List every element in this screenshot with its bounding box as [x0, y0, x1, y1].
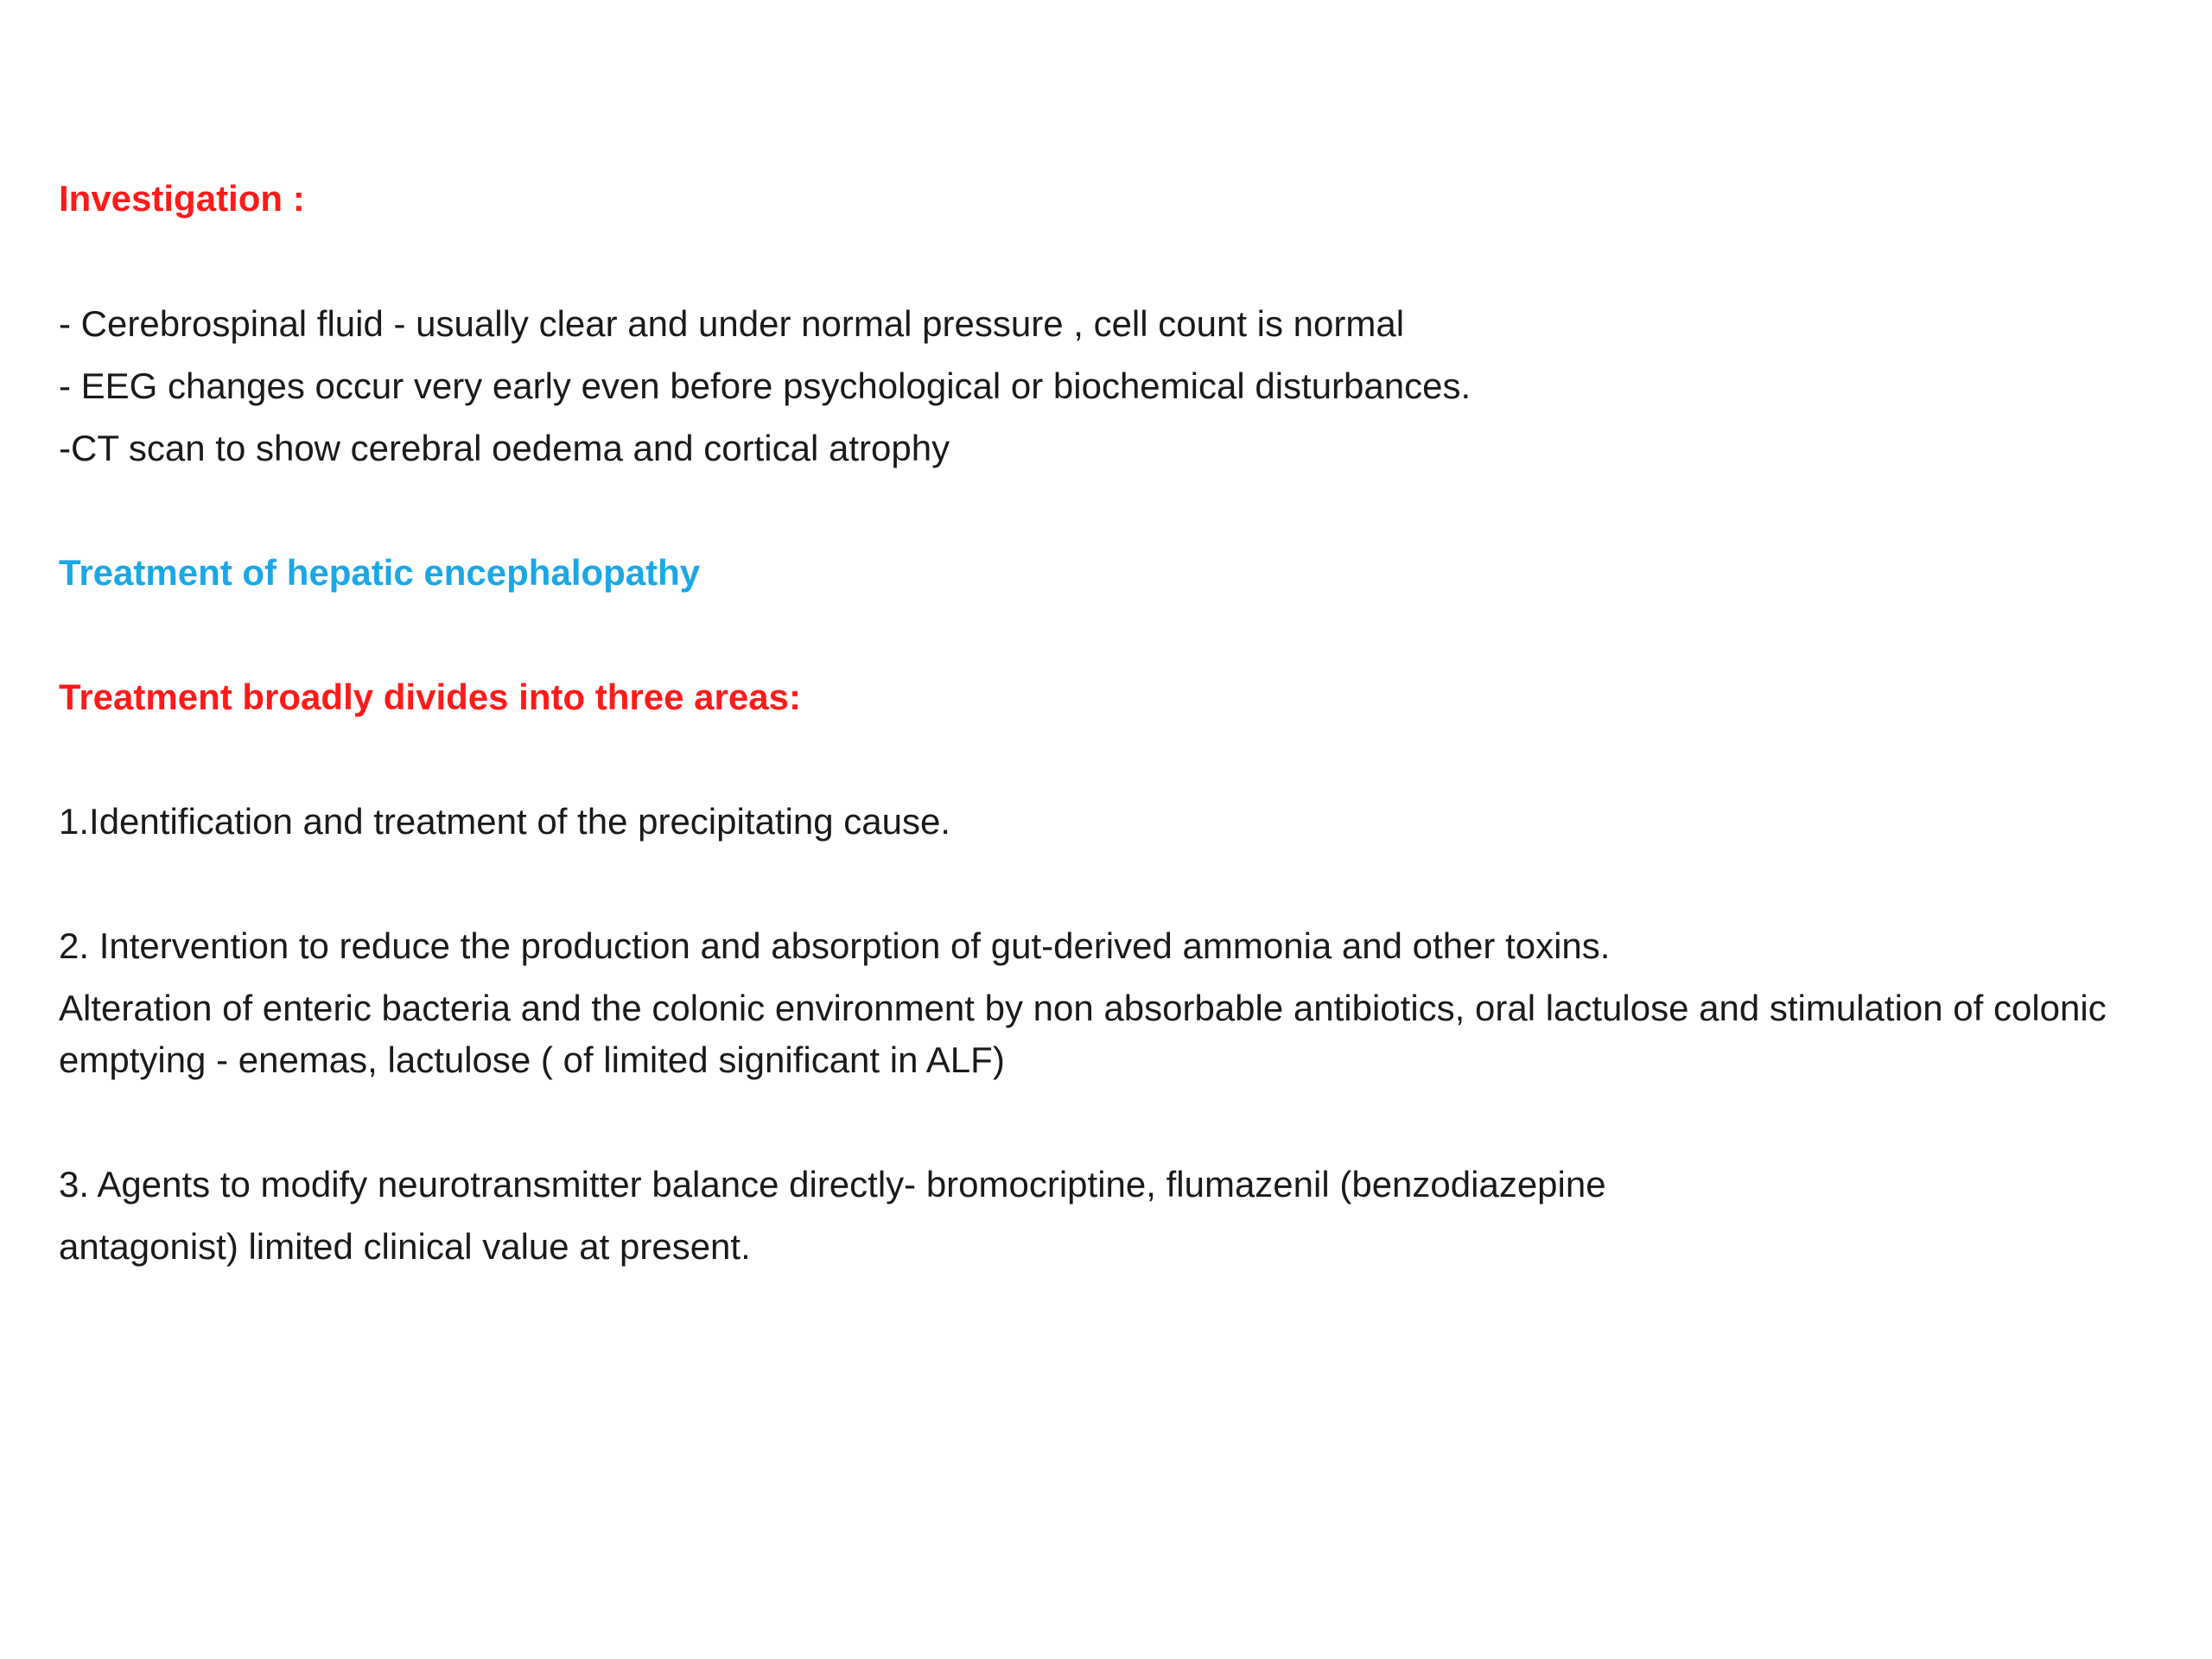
treatment-title: Treatment of hepatic encephalopathy	[59, 552, 701, 593]
treatment-point-2-detail: Alteration of enteric bacteria and the colonic environment by non absorbable antibiotics, oral lactulose and stimulation of colonic emptying - enemas, lactulose ( of limited significant in ALF)	[59, 988, 2107, 1080]
treatment-point-3-line-1: 3. Agents to modify neurotransmitter balance directly- bromocriptine, flumazenil (benzodiazepine	[59, 1164, 1606, 1205]
investigation-item-eeg: - EEG changes occur very early even before psychological or biochemical disturbances.	[59, 365, 1471, 406]
treatment-point-2: 2. Intervention to reduce the production and absorption of gut-derived ammonia and other toxins.	[59, 925, 1611, 966]
treatment-subtitle: Treatment broadly divides into three areas:	[59, 677, 801, 717]
treatment-point-1: 1.Identification and treatment of the precipitating cause.	[59, 801, 950, 842]
investigation-item-csf: - Cerebrospinal fluid - usually clear and under normal pressure , cell count is normal	[59, 303, 1405, 344]
investigation-heading: Investigation :	[59, 178, 305, 219]
investigation-item-ct: -CT scan to show cerebral oedema and cortical atrophy	[59, 428, 950, 468]
treatment-point-3-line-2: antagonist) limited clinical value at present.	[59, 1226, 751, 1267]
